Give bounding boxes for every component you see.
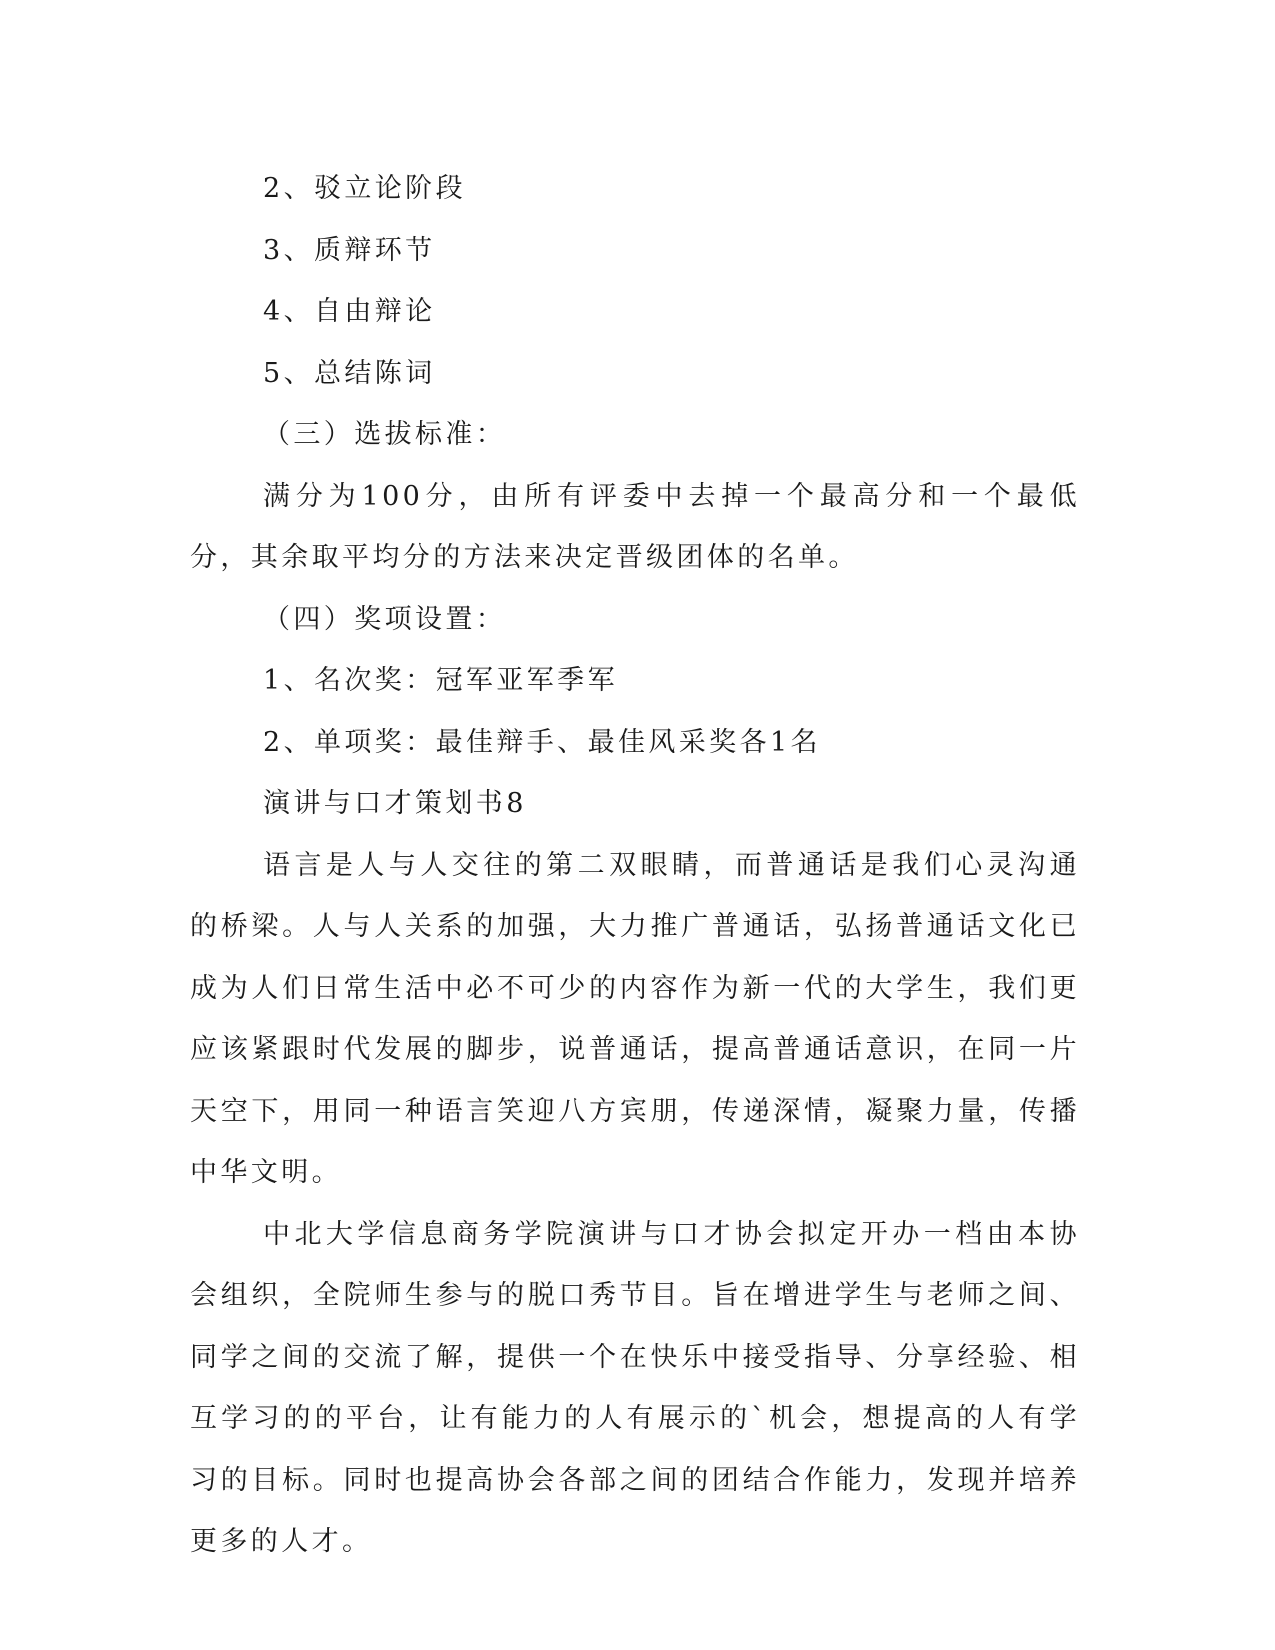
section-3-text: 满分为100分，由所有评委中去掉一个最高分和一个最低分，其余取平均分的方法来决定晋级团体的名单。	[190, 480, 1080, 573]
paragraph-2: 中北大学信息商务学院演讲与口才协会拟定开办一档由本协会组织，全院师生参与的脱口秀节目。旨在增进学生与老师之间、同学之间的交流了解，提供一个在快乐中接受指导、分享经验、相互学习的的平台，让有能力的人有展示的`机会，想提高的人有学习的目标。同时也提高协会各部之间的团结合作能力，发现并培养更多的人才。	[190, 1218, 1080, 1557]
section-3-heading: （三）选拔标准：	[263, 419, 507, 450]
list-item-2: 2、驳立论阶段	[263, 173, 466, 204]
list-item-5: 5、总结陈词	[263, 357, 436, 389]
paragraph-1: 语言是人与人交往的第二双眼睛，而普通话是我们心灵沟通的桥梁。人与人关系的加强，大力推广普通话，弘扬普通话文化已成为人们日常生活中必不可少的内容作为新一代的大学生，我们更应该紧跟时代发展的脚步，说普通话，提高普通话意识，在同一片天空下，用同一种语言笑迎八方宾朋，传递深情，凝聚力量，传播中华文明。	[190, 849, 1080, 1188]
award-item-1: 1、名次奖：冠军亚军季军	[263, 665, 618, 696]
list-item-4: 4、自由辩论	[263, 296, 436, 327]
section-4-heading: （四）奖项设置：	[263, 603, 507, 635]
award-item-2: 2、单项奖：最佳辩手、最佳风采奖各1名	[263, 726, 821, 758]
list-item-3: 3、质辩环节	[263, 234, 436, 266]
article-title: 演讲与口才策划书8	[263, 788, 527, 819]
document-body	[190, 158, 1080, 1573]
